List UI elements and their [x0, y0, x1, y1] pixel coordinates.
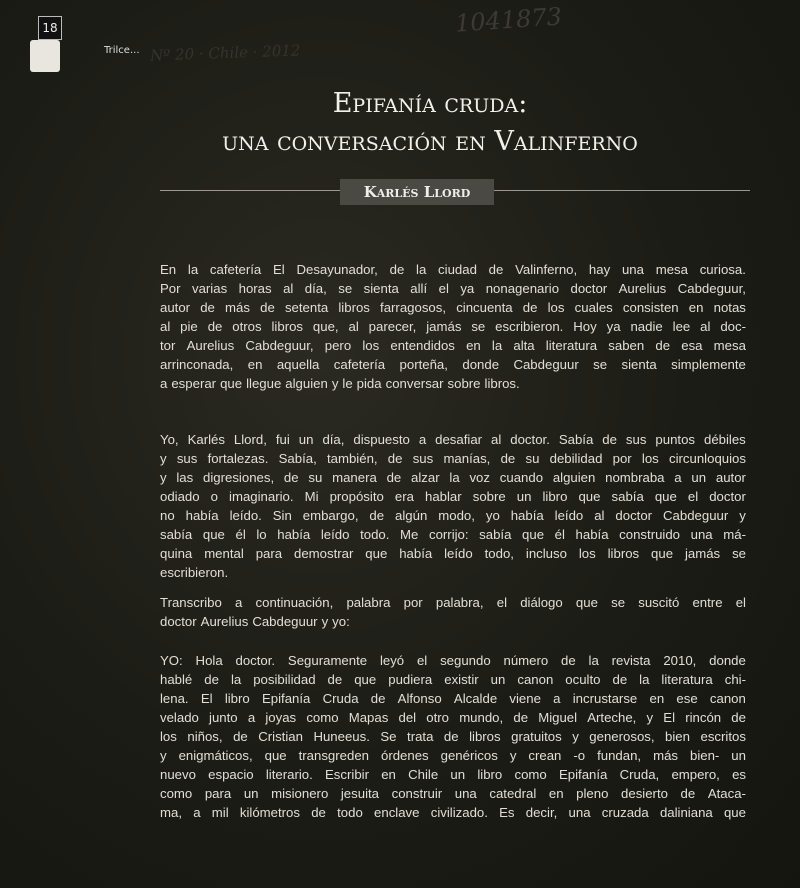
text-line: sabía que él lo había leído todo. Me corrijo: sabía que él había construido una má- — [160, 527, 746, 542]
text-line: Transcribo a continuación, palabra por palabra, el diálogo que se suscitó entre el — [160, 595, 746, 610]
text-line: los niños, de Cristian Huneeus. Se trata de libros gratuitos y generosos, bien escritos — [160, 729, 746, 744]
text-line: a esperar que llegue alguien y le pida conversar sobre libros. — [160, 376, 520, 391]
text-line: quina mental para demostrar que había leído todo, incluso los libros que jamás se — [160, 546, 746, 561]
text-line: y enigmáticos, que transgreden órdenes genéricos y crean -o fundan, más bien- un — [160, 748, 746, 763]
magazine-logo-icon — [30, 40, 60, 72]
text-line: Yo, Karlés Llord, fui un día, dispuesto a desafiar al doctor. Sabía de sus puntos débiles — [160, 432, 746, 447]
handwritten-catalog-number: 1041873 — [454, 2, 563, 38]
text-line: autor de más de setenta libros farragosos, cincuenta de los cuales consisten en notas — [160, 300, 746, 315]
text-line: velado junto a joyas como Mapas del otro mundo, de Miguel Arteche, y El rincón de — [160, 710, 746, 725]
paragraph-3 — [160, 593, 746, 631]
text-line: nuevo espacio literario. Escribir en Chile un libro como Epifanía Cruda, empero, es — [160, 767, 746, 782]
text-line: Por varias horas al día, se sienta allí el ya nonagenario doctor Aurelius Cabdeguur, — [160, 281, 746, 296]
text-line: YO: Hola doctor. Seguramente leyó el segundo número de la revista 2010, donde — [160, 653, 746, 668]
paragraph-1 — [160, 260, 746, 393]
text-line: al pie de otros libros que, al parecer, jamás se escribieron. Hoy ya nadie lee al doc- — [160, 319, 746, 334]
text-line: no había leído. Sin embargo, de algún modo, yo había leído al doctor Cabdeguur y — [160, 508, 746, 523]
article-author: Karlés Llord — [340, 179, 494, 205]
paragraph-2 — [160, 430, 746, 582]
text-line: escribieron. — [160, 565, 229, 580]
text-line: En la cafetería El Desayunador, de la ciudad de Valinferno, hay una mesa curiosa. — [160, 262, 746, 277]
text-line: como para un misionero jesuita construir una catedral en pleno desierto de Ataca- — [160, 786, 746, 801]
text-line: odiado o imaginario. Mi propósito era hablar sobre un libro que sabía que el doctor — [160, 489, 746, 504]
article-title-line-2: una conversación en Valinferno — [222, 126, 638, 157]
author-rule-left — [160, 190, 340, 191]
article-title-line-1: Epifanía cruda: — [332, 88, 528, 119]
text-line: ma, a mil kilómetros de todo enclave civilizado. Es decir, una cruzada daliniana que — [160, 805, 746, 820]
text-line: y las digresiones, de su manera de alzar la voz cuando alguien nombraba a un autor — [160, 470, 746, 485]
text-line: lena. El libro Epifanía Cruda de Alfonso Alcalde viene a incrustarse en ese canon — [160, 691, 746, 706]
magazine-name: Trilce... — [104, 45, 140, 56]
page-number: 18 — [38, 16, 62, 40]
text-line: arrinconada, en aquella cafetería porteña, donde Cabdeguur se sienta simplemente — [160, 357, 746, 372]
text-line: doctor Aurelius Cabdeguur y yo: — [160, 614, 350, 629]
text-line: tor Aurelius Cabdeguur, pero los entendidos en la alta literatura saben de esa mesa — [160, 338, 746, 353]
text-line: hablé de la posibilidad de que pudiera existir un canon oculto de la literatura chi- — [160, 672, 746, 687]
paragraph-4 — [160, 651, 746, 822]
handwritten-issue-note: Nº 20 · Chile · 2012 — [149, 41, 301, 65]
text-line: y sus fortalezas. Sabía, también, de sus manías, de su debilidad por los circunloquios — [160, 451, 746, 466]
author-rule-right — [494, 190, 750, 191]
